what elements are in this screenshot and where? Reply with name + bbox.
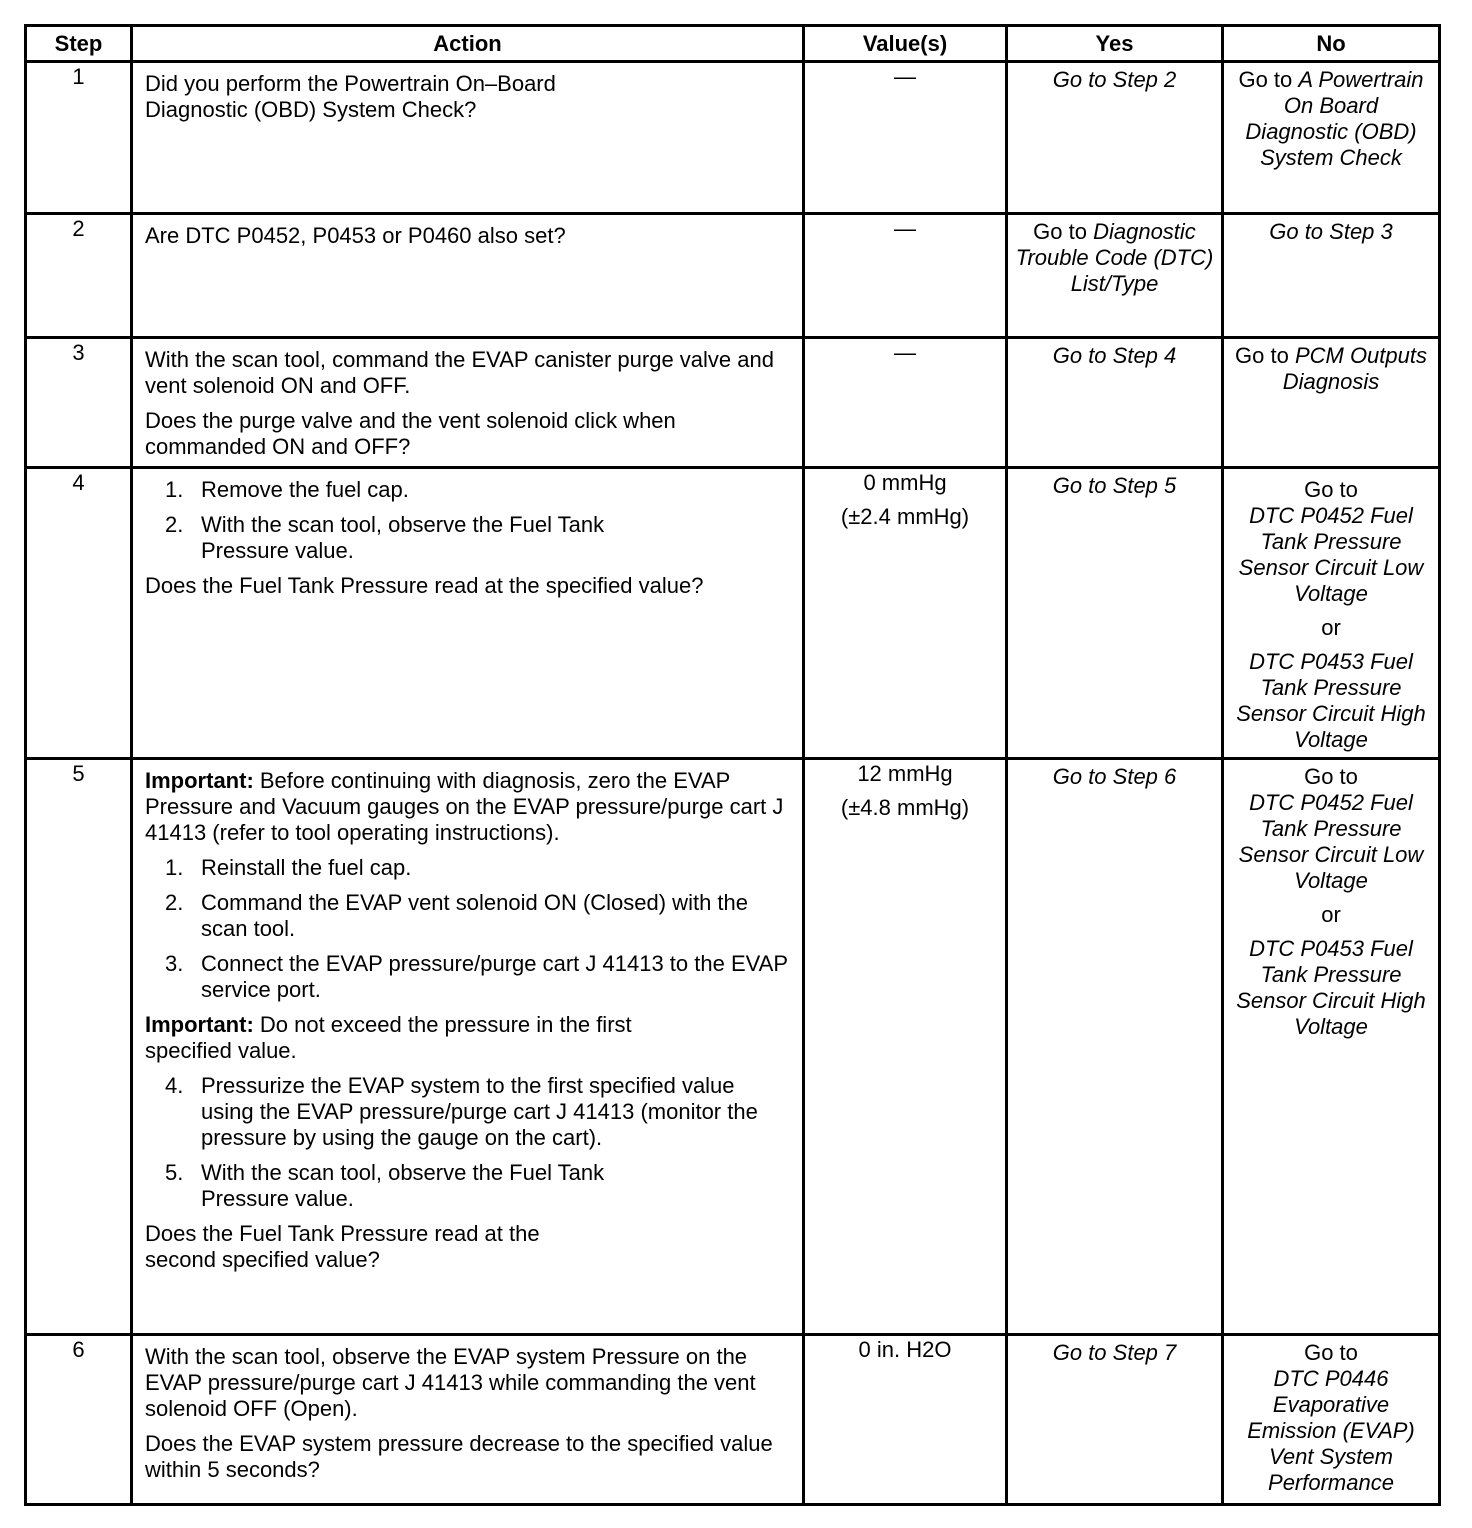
no-link-high-voltage[interactable]: DTC P0453 Fuel Tank Pressure Sensor Circuit High Voltage: [1236, 649, 1426, 752]
no-prefix: Go to: [1238, 67, 1299, 92]
action-text: With the scan tool, command the EVAP canister purge valve and vent solenoid ON and OFF.: [145, 347, 774, 398]
value-cell: [804, 759, 1007, 1335]
no-link[interactable]: [1223, 62, 1440, 214]
table-row-step-2: [26, 214, 1440, 338]
diagnostic-table: [24, 24, 1441, 1506]
action-cell: [132, 338, 804, 468]
action-question: Does the Fuel Tank Pressure read at the specified value?: [145, 573, 704, 598]
step-number: 1: [26, 62, 132, 214]
no-link-text: Go to Step 3: [1269, 219, 1393, 244]
diagnostic-table-container: [24, 24, 1438, 1506]
header-action: Action: [132, 26, 804, 62]
no-link-low-voltage[interactable]: DTC P0452 Fuel Tank Pressure Sensor Circuit Low Voltage: [1238, 503, 1424, 606]
header-step: Step: [26, 26, 132, 62]
yes-link-text: Diagnostic Trouble Code (DTC) List/Type: [1015, 219, 1214, 296]
yes-link[interactable]: [1007, 759, 1223, 1335]
step-number: 2: [26, 214, 132, 338]
table-row-step-5: [26, 759, 1440, 1335]
yes-link-text: Go to Step 5: [1052, 473, 1177, 498]
list-item: 3. Connect the EVAP pressure/purge cart J 41413 to the EVAP service port.: [165, 951, 788, 1002]
yes-link-text: Go to Step 4: [1052, 343, 1177, 368]
action-steps-list: [145, 1073, 792, 1212]
table-row-step-1: [26, 62, 1440, 214]
action-question: Does the EVAP system pressure decrease to the specified value within 5 seconds?: [145, 1431, 773, 1482]
value-cell: —: [804, 214, 1007, 338]
or-separator: or: [1321, 615, 1341, 640]
yes-link-text: Go to Step 2: [1052, 67, 1177, 92]
action-cell: [132, 759, 804, 1335]
important-note: Important: Do not exceed the pressure in the first specified value.: [145, 1012, 632, 1063]
no-link[interactable]: [1223, 1335, 1440, 1505]
no-link[interactable]: [1223, 338, 1440, 468]
list-item: 1. Remove the fuel cap.: [165, 477, 409, 502]
no-link-text: PCM Outputs Diagnosis: [1282, 343, 1427, 394]
no-links: [1223, 468, 1440, 759]
action-text: Are DTC P0452, P0453 or P0460 also set?: [145, 223, 566, 248]
header-yes: Yes: [1007, 26, 1223, 62]
no-prefix: Go to: [1304, 1340, 1358, 1365]
value-main: 12 mmHg: [857, 761, 953, 786]
list-item: 4. Pressurize the EVAP system to the first specified value using the EVAP pressure/purge cart J 41413 (monitor the pressure by using the gauge on the cart).: [165, 1073, 758, 1150]
value-tolerance: (±4.8 mmHg): [840, 795, 970, 820]
value-main: 0 mmHg: [863, 470, 947, 495]
action-steps-list: [145, 477, 792, 564]
important-note: Important: Before continuing with diagnosis, zero the EVAP Pressure and Vacuum gauges on the EVAP pressure/purge cart J 41413 (refer to tool operating instructions).: [145, 768, 784, 845]
action-cell: [132, 1335, 804, 1505]
yes-link[interactable]: [1007, 62, 1223, 214]
yes-link[interactable]: [1007, 1335, 1223, 1505]
header-values: Value(s): [804, 26, 1007, 62]
list-item: 5. With the scan tool, observe the Fuel Tank Pressure value.: [165, 1160, 605, 1211]
or-separator: or: [1321, 902, 1341, 927]
no-links: [1223, 759, 1440, 1335]
no-prefix: Go to: [1235, 343, 1295, 368]
no-link-text: A Powertrain On Board Diagnostic (OBD) System Check: [1245, 67, 1424, 170]
action-cell: [132, 214, 804, 338]
list-item: 1. Reinstall the fuel cap.: [165, 855, 412, 880]
value-cell: [804, 468, 1007, 759]
step-number: 3: [26, 338, 132, 468]
action-question: Does the Fuel Tank Pressure read at the second specified value?: [145, 1221, 540, 1272]
yes-link[interactable]: [1007, 214, 1223, 338]
no-prefix: Go to: [1304, 477, 1358, 502]
value-tolerance: (±2.4 mmHg): [840, 504, 970, 529]
yes-link[interactable]: [1007, 468, 1223, 759]
value-cell: —: [804, 62, 1007, 214]
header-row: [26, 26, 1440, 62]
no-link-low-voltage[interactable]: DTC P0452 Fuel Tank Pressure Sensor Circuit Low Voltage: [1238, 790, 1424, 893]
header-no: No: [1223, 26, 1440, 62]
table-row-step-3: [26, 338, 1440, 468]
yes-link[interactable]: [1007, 338, 1223, 468]
table-row-step-6: [26, 1335, 1440, 1505]
step-number: 5: [26, 759, 132, 1335]
value-cell: 0 in. H2O: [804, 1335, 1007, 1505]
no-link-high-voltage[interactable]: DTC P0453 Fuel Tank Pressure Sensor Circuit High Voltage: [1236, 936, 1426, 1039]
table-row-step-4: [26, 468, 1440, 759]
yes-link-text: Go to Step 6: [1052, 764, 1177, 789]
action-question: Does the purge valve and the vent solenoid click when commanded ON and OFF?: [145, 408, 676, 459]
yes-prefix: Go to: [1033, 219, 1094, 244]
step-number: 4: [26, 468, 132, 759]
action-cell: [132, 468, 804, 759]
value-cell: —: [804, 338, 1007, 468]
no-link[interactable]: [1223, 214, 1440, 338]
action-text: Did you perform the Powertrain On–Board Diagnostic (OBD) System Check?: [145, 71, 556, 122]
no-link-text: DTC P0446 Evaporative Emission (EVAP) Vent System Performance: [1247, 1366, 1415, 1495]
list-item: 2. Command the EVAP vent solenoid ON (Closed) with the scan tool.: [165, 890, 749, 941]
list-item: 2. With the scan tool, observe the Fuel Tank Pressure value.: [165, 512, 605, 563]
no-prefix: Go to: [1304, 764, 1358, 789]
action-text: With the scan tool, observe the EVAP system Pressure on the EVAP pressure/purge cart J 41413 while commanding the vent solenoid OFF (Open).: [145, 1344, 756, 1421]
step-number: 6: [26, 1335, 132, 1505]
yes-link-text: Go to Step 7: [1052, 1340, 1177, 1365]
action-steps-list: [145, 855, 792, 1003]
action-cell: [132, 62, 804, 214]
